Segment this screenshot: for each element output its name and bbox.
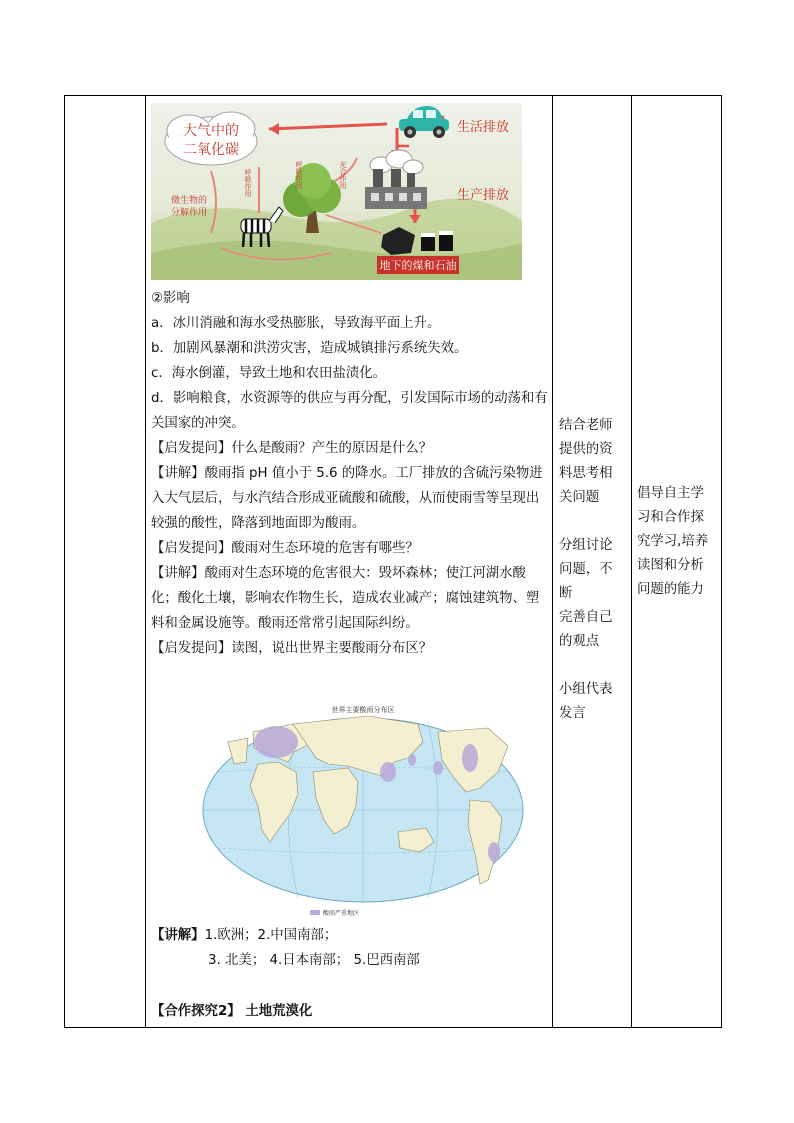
text-block — [146, 286, 552, 661]
life-emission-label: 生活排放 — [457, 120, 510, 135]
lesson-table — [64, 95, 722, 1028]
cloud-label-1: 大气中的 — [183, 123, 239, 139]
design-intent-cell — [632, 96, 722, 1027]
answer-3-line-2: 3. 北美； 4.日本南部； 5.巴西南部 — [208, 953, 420, 968]
impact-b: b．加剧风暴潮和洪涝灾害，造成城镇排污系统失效。 — [151, 341, 468, 356]
student-activity-cell — [553, 96, 631, 1027]
question-1: 【启发提问】什么是酸雨？产生的原因是什么？ — [151, 441, 433, 456]
answer-1: 【讲解】酸雨指 pH 值小于 5.6 的降水。工厂排放的含硫污染物进入大气层后，与水汽结合形成亚硫酸和硫酸，从而使雨雪等呈现出较强的酸性，降落到地面即为酸雨。 — [151, 466, 543, 531]
carbon-cycle-diagram — [151, 103, 522, 280]
impact-c: c．海水倒灌，导致土地和农田盐渍化。 — [151, 366, 387, 381]
photosynthesis-label: 光合作用 — [339, 161, 347, 189]
map-legend: 酸雨严重地区 — [323, 910, 360, 917]
section-heading: 【合作探究2】 土地荒漠化 — [151, 1004, 313, 1019]
teaching-content-cell — [146, 96, 552, 1027]
respiration-label-2: 呼吸作用 — [295, 161, 303, 189]
design-intent-text: 倡导自主学 习和合作探 究学习,培养 读图和分析 问题的能力 — [637, 486, 709, 597]
impact-a: a．冰川消融和海水受热膨胀，导致海平面上升。 — [151, 316, 441, 331]
impact-title: ②影响 — [151, 291, 190, 306]
student-activity-text: 结合老师 提供的资 料思考相 关问题 分组讨论 问题，不断 完善自己 的观点 小组代表 发言 — [559, 418, 613, 721]
text-block-2 — [146, 923, 552, 1024]
world-acid-rain-map — [198, 702, 528, 920]
question-3: 【启发提问】读图，说出世界主要酸雨分布区？ — [151, 641, 433, 656]
cloud-label-2: 二氧化碳 — [183, 142, 239, 158]
production-emission-label: 生产排放 — [457, 188, 510, 203]
impact-d: d．影响粮食，水资源等的供应与再分配，引发国际市场的动荡和有关国家的冲突。 — [151, 391, 548, 431]
question-2: 【启发提问】酸雨对生态环境的危害有哪些？ — [151, 541, 419, 556]
microbe-label-2: 分解作用 — [171, 208, 208, 218]
respiration-label-1: 呼吸作用 — [244, 169, 252, 197]
answer-2: 【讲解】酸雨对生态环境的危害很大：毁坏森林；使江河湖水酸化；酸化土壤，影响农作物生长，造成农业减产；腐蚀建筑物、塑料和金属设施等。酸雨还常常引起国际纠纷。 — [151, 566, 540, 631]
microbe-label-1: 微生物的 — [171, 196, 208, 206]
answer-3-line-1: 【讲解】1.欧洲；2.中国南部； — [151, 928, 338, 943]
map-title: 世界主要酸雨分布区 — [331, 706, 395, 714]
fossil-label: 地下的煤和石油 — [379, 259, 457, 272]
